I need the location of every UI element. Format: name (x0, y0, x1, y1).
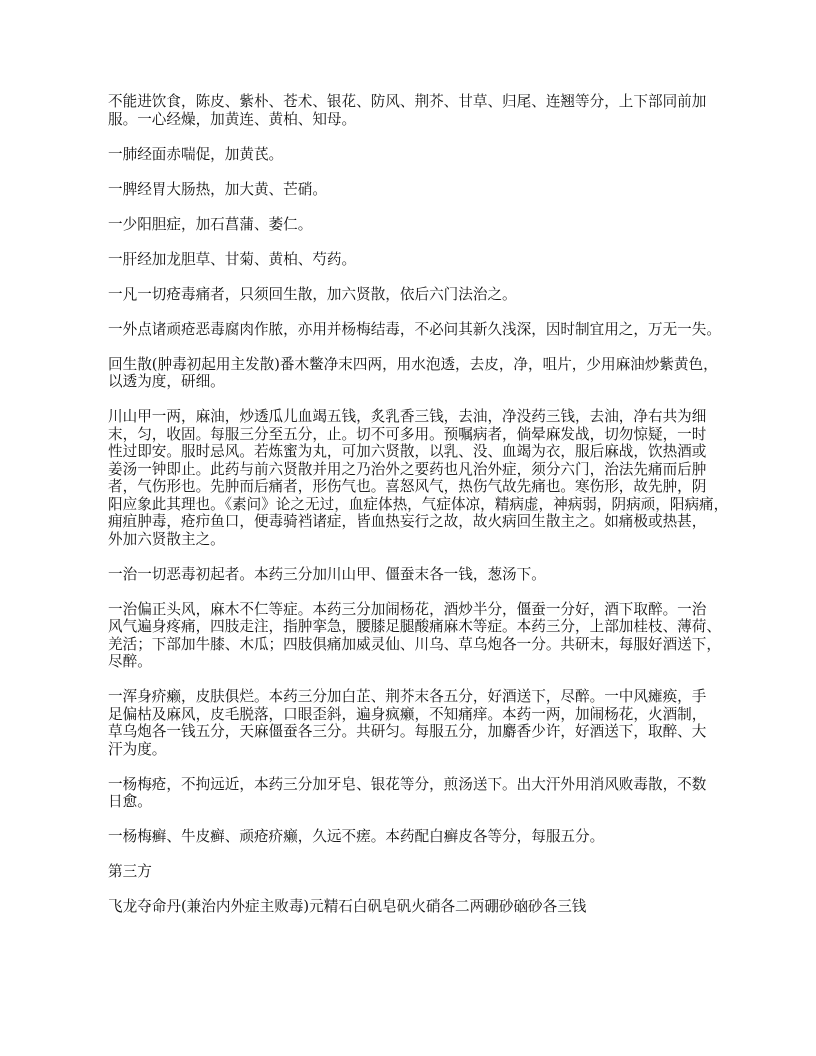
text-line: 服。一心经燥，加黄连、黄柏、知母。 (108, 110, 357, 128)
text-line: 川山甲一两，麻油，炒透瓜儿血竭五钱，炙乳香三钱，去油，净没药三钱，去油，净右共为细 (108, 408, 707, 425)
text-line: 草乌炮各一钱五分，天麻僵蚕各三分。共研匀。每服五分，加麝香少许，好酒送下，取醉、大 (108, 723, 707, 740)
paragraph (108, 146, 728, 164)
text-line: 外加六贤散主之。 (108, 530, 225, 548)
text-line: 尽醉。 (108, 653, 152, 670)
text-line: 一少阳胆症，加石菖蒲、萎仁。 (108, 215, 313, 233)
text-line: 不能进饮食，陈皮、紫朴、苍术、银花、防风、荆芥、甘草、归尾、连翘等分，上下部同前加 (108, 93, 707, 110)
text-line: 回生散(肿毒初起用主发散)番木鳖净末四两，用水泡透，去皮，净，咀片，少用麻油炒紫黄色， (108, 355, 718, 373)
text-line: 一脾经胃大肠热，加大黄、芒硝。 (108, 180, 327, 198)
paragraph (108, 356, 728, 391)
paragraph (108, 408, 728, 548)
paragraph (108, 776, 728, 811)
text-line: 一肺经面赤喘促，加黄芪。 (108, 145, 284, 163)
section-heading (108, 863, 728, 881)
text-line: 性过即安。服时忌风。若炼蜜为丸，可加六贤散，以乳、没、血竭为衣，服后麻战，饮热酒或 (108, 443, 707, 460)
paragraph (108, 251, 728, 269)
text-line: 痈疽肿毒，疮疖鱼口，便毒骑裆诸症，皆血热妄行之故，故火病回生散主之。如痛极或热甚， (108, 513, 707, 530)
text-line: 一肝经加龙胆草、甘菊、黄柏、芍药。 (108, 250, 357, 268)
paragraph (108, 566, 728, 584)
paragraph (108, 93, 728, 128)
text-line: 第三方 (108, 863, 152, 880)
text-line: 风气遍身疼痛，四肢走注，指肿挛急，腰膝足腿酸痛麻木等症。本药三分，上部加桂枝、薄荷、 (108, 618, 721, 635)
paragraph (108, 181, 728, 199)
text-line: 日愈。 (108, 793, 152, 810)
paragraph (108, 216, 728, 234)
text-line: 一凡一切疮毒痛者，只须回生散，加六贤散，依后六门法治之。 (108, 285, 517, 303)
text-line: 一杨梅癣、牛皮癣、顽疮疥癞，久远不瘥。本药配白癣皮各等分，每服五分。 (108, 828, 605, 845)
paragraph (108, 286, 728, 304)
text-line: 末，匀，收固。每服三分至五分，止。切不可多用。预嘱病者，倘晕麻发战，切勿惊疑，一时 (108, 425, 707, 443)
text-line: 一外点诸顽疮恶毒腐肉作脓，亦用并杨梅结毒，不必问其新久浅深，因时制宜用之，万无一失。 (108, 320, 721, 338)
text-line: 一杨梅疮，不拘远近，本药三分加牙皂、银花等分，煎汤送下。出大汗外用消风败毒散，不数 (108, 775, 707, 793)
text-line: 一治偏正头风，麻木不仁等症。本药三分加闹杨花，酒炒半分，僵蚕一分好，酒下取醉。一治 (108, 600, 707, 618)
paragraph (108, 688, 728, 758)
paragraph (108, 898, 728, 916)
paragraph (108, 601, 728, 671)
paragraph (108, 321, 728, 339)
document-page (108, 93, 728, 933)
text-line: 汗为度。 (108, 740, 167, 758)
text-line: 者，气伤形也。先肿而后痛者，形伤气也。喜怒风气，热伤气故先痛也。寒伤形，故先肿，阴 (108, 478, 707, 495)
text-line: 以透为度，研细。 (108, 373, 225, 390)
text-line: 阳应象此其理也。《素问》论之无过，血症体热，气症体凉，精病虚，神病弱，阴病顽，阳病痛， (108, 495, 729, 513)
text-line: 一治一切恶毒初起者。本药三分加川山甲、僵蚕末各一钱，葱汤下。 (108, 565, 546, 583)
text-line: 飞龙夺命丹(兼治内外症主败毒)元精石白矾皂矾火硝各二两硼砂硇砂各三钱 (108, 898, 587, 915)
text-line: 羌活；下部加牛膝、木瓜；四肢俱痛加威灵仙、川乌、草乌炮各一分。共研末，每服好酒送下， (108, 635, 721, 653)
paragraph (108, 828, 728, 846)
text-line: 一浑身疥癞，皮肤俱烂。本药三分加白芷、荆芥末各五分，好酒送下，尽醉。一中风瘫痪，手 (108, 688, 707, 705)
text-line: 足偏枯及麻风，皮毛脱落，口眼歪斜，遍身疯癞，不知痛痒。本药一两，加闹杨花，火酒制， (108, 705, 707, 723)
text-line: 姜汤一钟即止。此药与前六贤散并用之乃治外之要药也凡治外症，须分六门，治法先痛而后肿 (108, 460, 707, 478)
